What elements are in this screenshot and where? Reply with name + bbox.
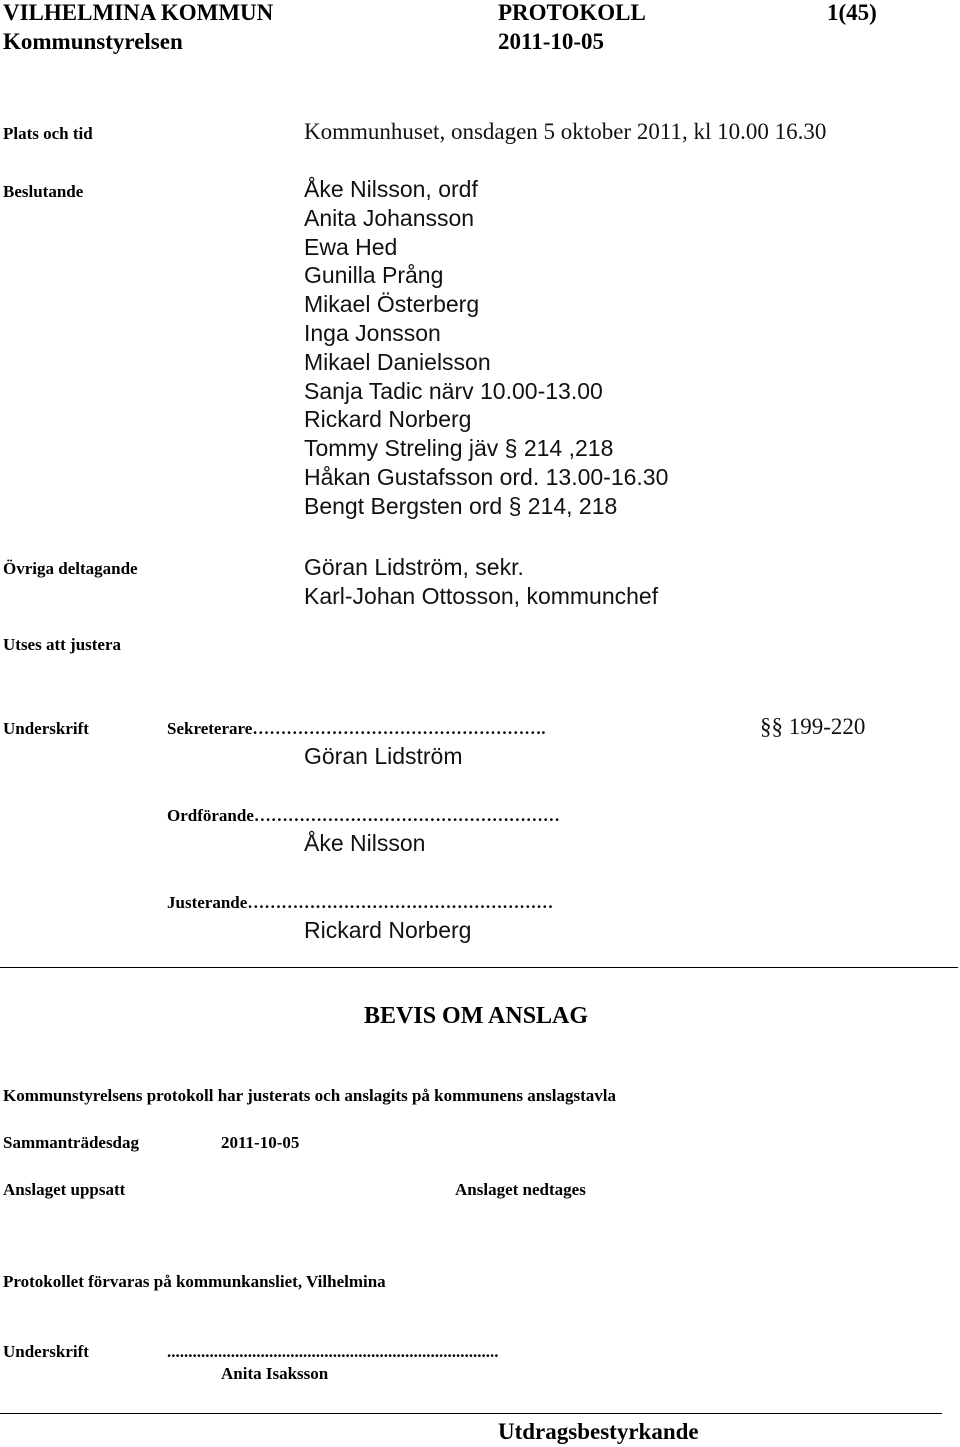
notice-title: BEVIS OM ANSLAG: [364, 1003, 589, 1029]
notice-signer-name: Anita Isaksson: [221, 1364, 329, 1383]
chair-signature-line: Ordförande………………………………………………: [167, 806, 560, 825]
committee-name: Kommunstyrelsen: [3, 29, 183, 54]
meeting-date-label: Sammanträdesdag: [3, 1133, 140, 1152]
meeting-date: 2011-10-05: [498, 29, 605, 54]
other-participants-label: Övriga deltagande: [3, 559, 138, 578]
storage-statement: Protokollet förvaras på kommunkansliet, Vilhelmina: [3, 1272, 386, 1291]
notice-statement: Kommunstyrelsens protokoll har justerats och anslagits på kommunens anslagstavla: [3, 1086, 617, 1105]
member-name: Ewa Hed: [304, 233, 398, 260]
member-name: Gunilla Prång: [304, 262, 444, 289]
participant-name: Karl-Johan Ottosson, kommunchef: [304, 582, 659, 609]
certification-title: Utdragsbestyrkande: [498, 1419, 699, 1444]
adjuster-name: Rickard Norberg: [304, 917, 472, 943]
document-type: PROTOKOLL: [498, 0, 646, 25]
notice-signature-label: Underskrift: [3, 1342, 89, 1361]
member-name: Bengt Bergsten ord § 214, 218: [304, 492, 618, 519]
meeting-date-value: 2011-10-05: [221, 1133, 300, 1152]
decision-makers-list: [304, 175, 668, 521]
municipality-name: VILHELMINA KOMMUN: [3, 0, 274, 25]
other-participants-list: [304, 553, 658, 611]
member-name: Inga Jonsson: [304, 319, 441, 346]
secretary-name: Göran Lidström: [304, 743, 463, 769]
place-time-value: Kommunhuset, onsdagen 5 oktober 2011, kl 10.00 16.30: [304, 119, 827, 144]
adjusters-label: Utses att justera: [3, 635, 122, 654]
member-name: Mikael Danielsson: [304, 348, 491, 375]
member-name: Rickard Norberg: [304, 406, 472, 433]
posted-label: Anslaget uppsatt: [3, 1180, 126, 1199]
secretary-signature-line: Sekreterare…………………………………………….: [167, 719, 546, 738]
member-name: Mikael Österberg: [304, 291, 480, 318]
page-number: 1(45): [827, 0, 877, 25]
signature-label: Underskrift: [3, 719, 89, 738]
notice-signature-line: ..............................................................................: [167, 1342, 499, 1361]
participant-name: Göran Lidström, sekr.: [304, 554, 524, 580]
member-name: Håkan Gustafsson ord. 13.00-16.30: [304, 463, 669, 490]
decision-makers-label: Beslutande: [3, 182, 84, 201]
member-name: Sanja Tadic närv 10.00-13.00: [304, 377, 603, 404]
adjuster-signature-line: Justerande………………………………………………: [167, 893, 554, 912]
removed-label: Anslaget nedtages: [455, 1180, 586, 1199]
member-name: Åke Nilsson, ordf: [304, 176, 478, 202]
member-name: Tommy Streling jäv § 214 ,218: [304, 435, 614, 462]
place-time-label: Plats och tid: [3, 124, 93, 143]
chair-name: Åke Nilsson: [304, 830, 426, 856]
member-name: Anita Johansson: [304, 204, 475, 231]
section-divider: [0, 967, 958, 968]
footer-divider: [0, 1413, 942, 1414]
paragraph-range: §§ 199-220: [760, 714, 866, 739]
